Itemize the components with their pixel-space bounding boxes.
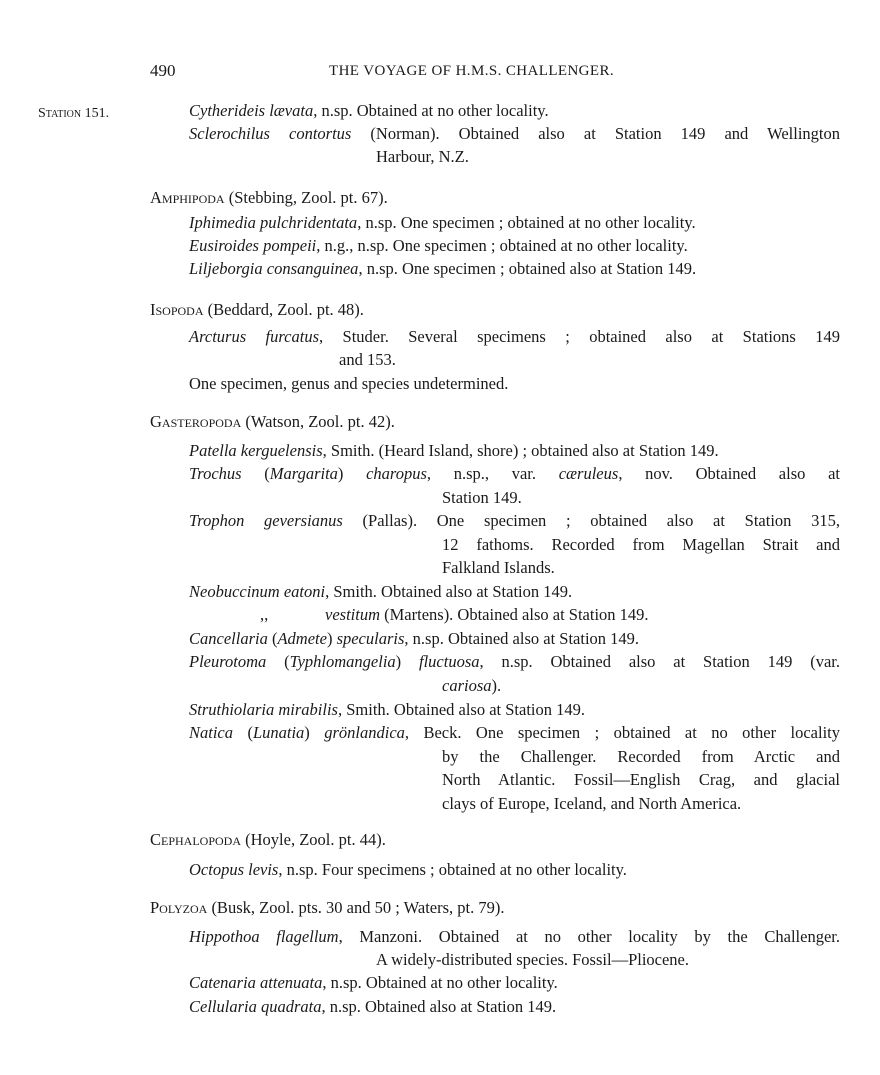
running-title: THE VOYAGE OF H.M.S. CHALLENGER. [329, 63, 615, 79]
species-entry: Sclerochilus contortus (Norman). Obtained also at Station 149 and Wellington [189, 124, 840, 143]
entry-continuation: North Atlantic. Fossil—English Crag, and glacial [442, 770, 840, 789]
note: One specimen, genus and species undetermined. [189, 374, 509, 393]
species-entry: Patella kerguelensis, Smith. (Heard Island, shore) ; obtained also at Station 149. [189, 441, 719, 460]
entry-continuation: 12 fathoms. Recorded from Magellan Strait and [442, 535, 840, 554]
entry-continuation: A widely-distributed species. Fossil—Pliocene. [376, 950, 690, 969]
species-entry: vestitum (Martens). Obtained also at Station 149. [325, 605, 649, 624]
ditto-mark: ,, [260, 605, 269, 624]
entry-continuation: Falkland Islands. [442, 558, 555, 577]
species-entry: Struthiolaria mirabilis, Smith. Obtained also at Station 149. [189, 700, 586, 719]
entry-continuation: and 153. [339, 350, 396, 369]
species-entry: Cancellaria (Admete) specularis, n.sp. Obtained also at Station 149. [189, 629, 640, 648]
page-number: 490 [150, 61, 176, 80]
species-name: Sclerochilus contortus [189, 124, 352, 143]
species-name: Cytherideis lævata [189, 101, 314, 120]
entry-continuation: clays of Europe, Iceland, and North America. [442, 794, 742, 813]
species-entry: Natica (Lunatia) grönlandica, Beck. One specimen ; obtained at no other locality [189, 723, 840, 742]
species-entry: Catenaria attenuata, n.sp. Obtained at no other locality. [189, 973, 558, 992]
species-entry: Iphimedia pulchridentata, n.sp. One specimen ; obtained at no other locality. [189, 213, 696, 232]
species-entry: Cytherideis lævata, n.sp. Obtained at no other locality. [189, 101, 549, 120]
group-heading: Isopoda (Beddard, Zool. pt. 48). [150, 300, 364, 319]
entry-continuation: by the Challenger. Recorded from Arctic and [442, 747, 840, 766]
station-label: Station 151. [38, 106, 110, 121]
group-heading: Polyzoa (Busk, Zool. pts. 30 and 50 ; Waters, pt. 79). [150, 898, 505, 917]
group-heading: Gasteropoda (Watson, Zool. pt. 42). [150, 412, 395, 431]
entry-continuation: Harbour, N.Z. [376, 147, 469, 166]
entry-continuation: cariosa). [442, 676, 502, 695]
species-entry: Liljeborgia consanguinea, n.sp. One specimen ; obtained also at Station 149. [189, 259, 697, 278]
group-heading: Amphipoda (Stebbing, Zool. pt. 67). [150, 188, 388, 207]
species-entry: Trochus (Margarita) charopus, n.sp., var. cæruleus, nov. Obtained also at [189, 464, 840, 483]
species-entry: Hippothoa flagellum, Manzoni. Obtained at no other locality by the Challenger. [189, 927, 840, 946]
species-entry: Neobuccinum eatoni, Smith. Obtained also at Station 149. [189, 582, 573, 601]
species-entry: Octopus levis, n.sp. Four specimens ; obtained at no other locality. [189, 860, 627, 879]
species-entry: Arcturus furcatus, Studer. Several specimens ; obtained also at Stations 149 [189, 327, 840, 346]
species-entry: Cellularia quadrata, n.sp. Obtained also at Station 149. [189, 997, 557, 1016]
species-entry: Trophon geversianus (Pallas). One specimen ; obtained also at Station 315, [189, 511, 840, 530]
entry-continuation: Station 149. [442, 488, 522, 507]
group-heading: Cephalopoda (Hoyle, Zool. pt. 44). [150, 830, 386, 849]
species-entry: Pleurotoma (Typhlomangelia) fluctuosa, n.sp. Obtained also at Station 149 (var. [189, 652, 840, 671]
species-entry: Eusiroides pompeii, n.g., n.sp. One specimen ; obtained at no other locality. [189, 236, 688, 255]
